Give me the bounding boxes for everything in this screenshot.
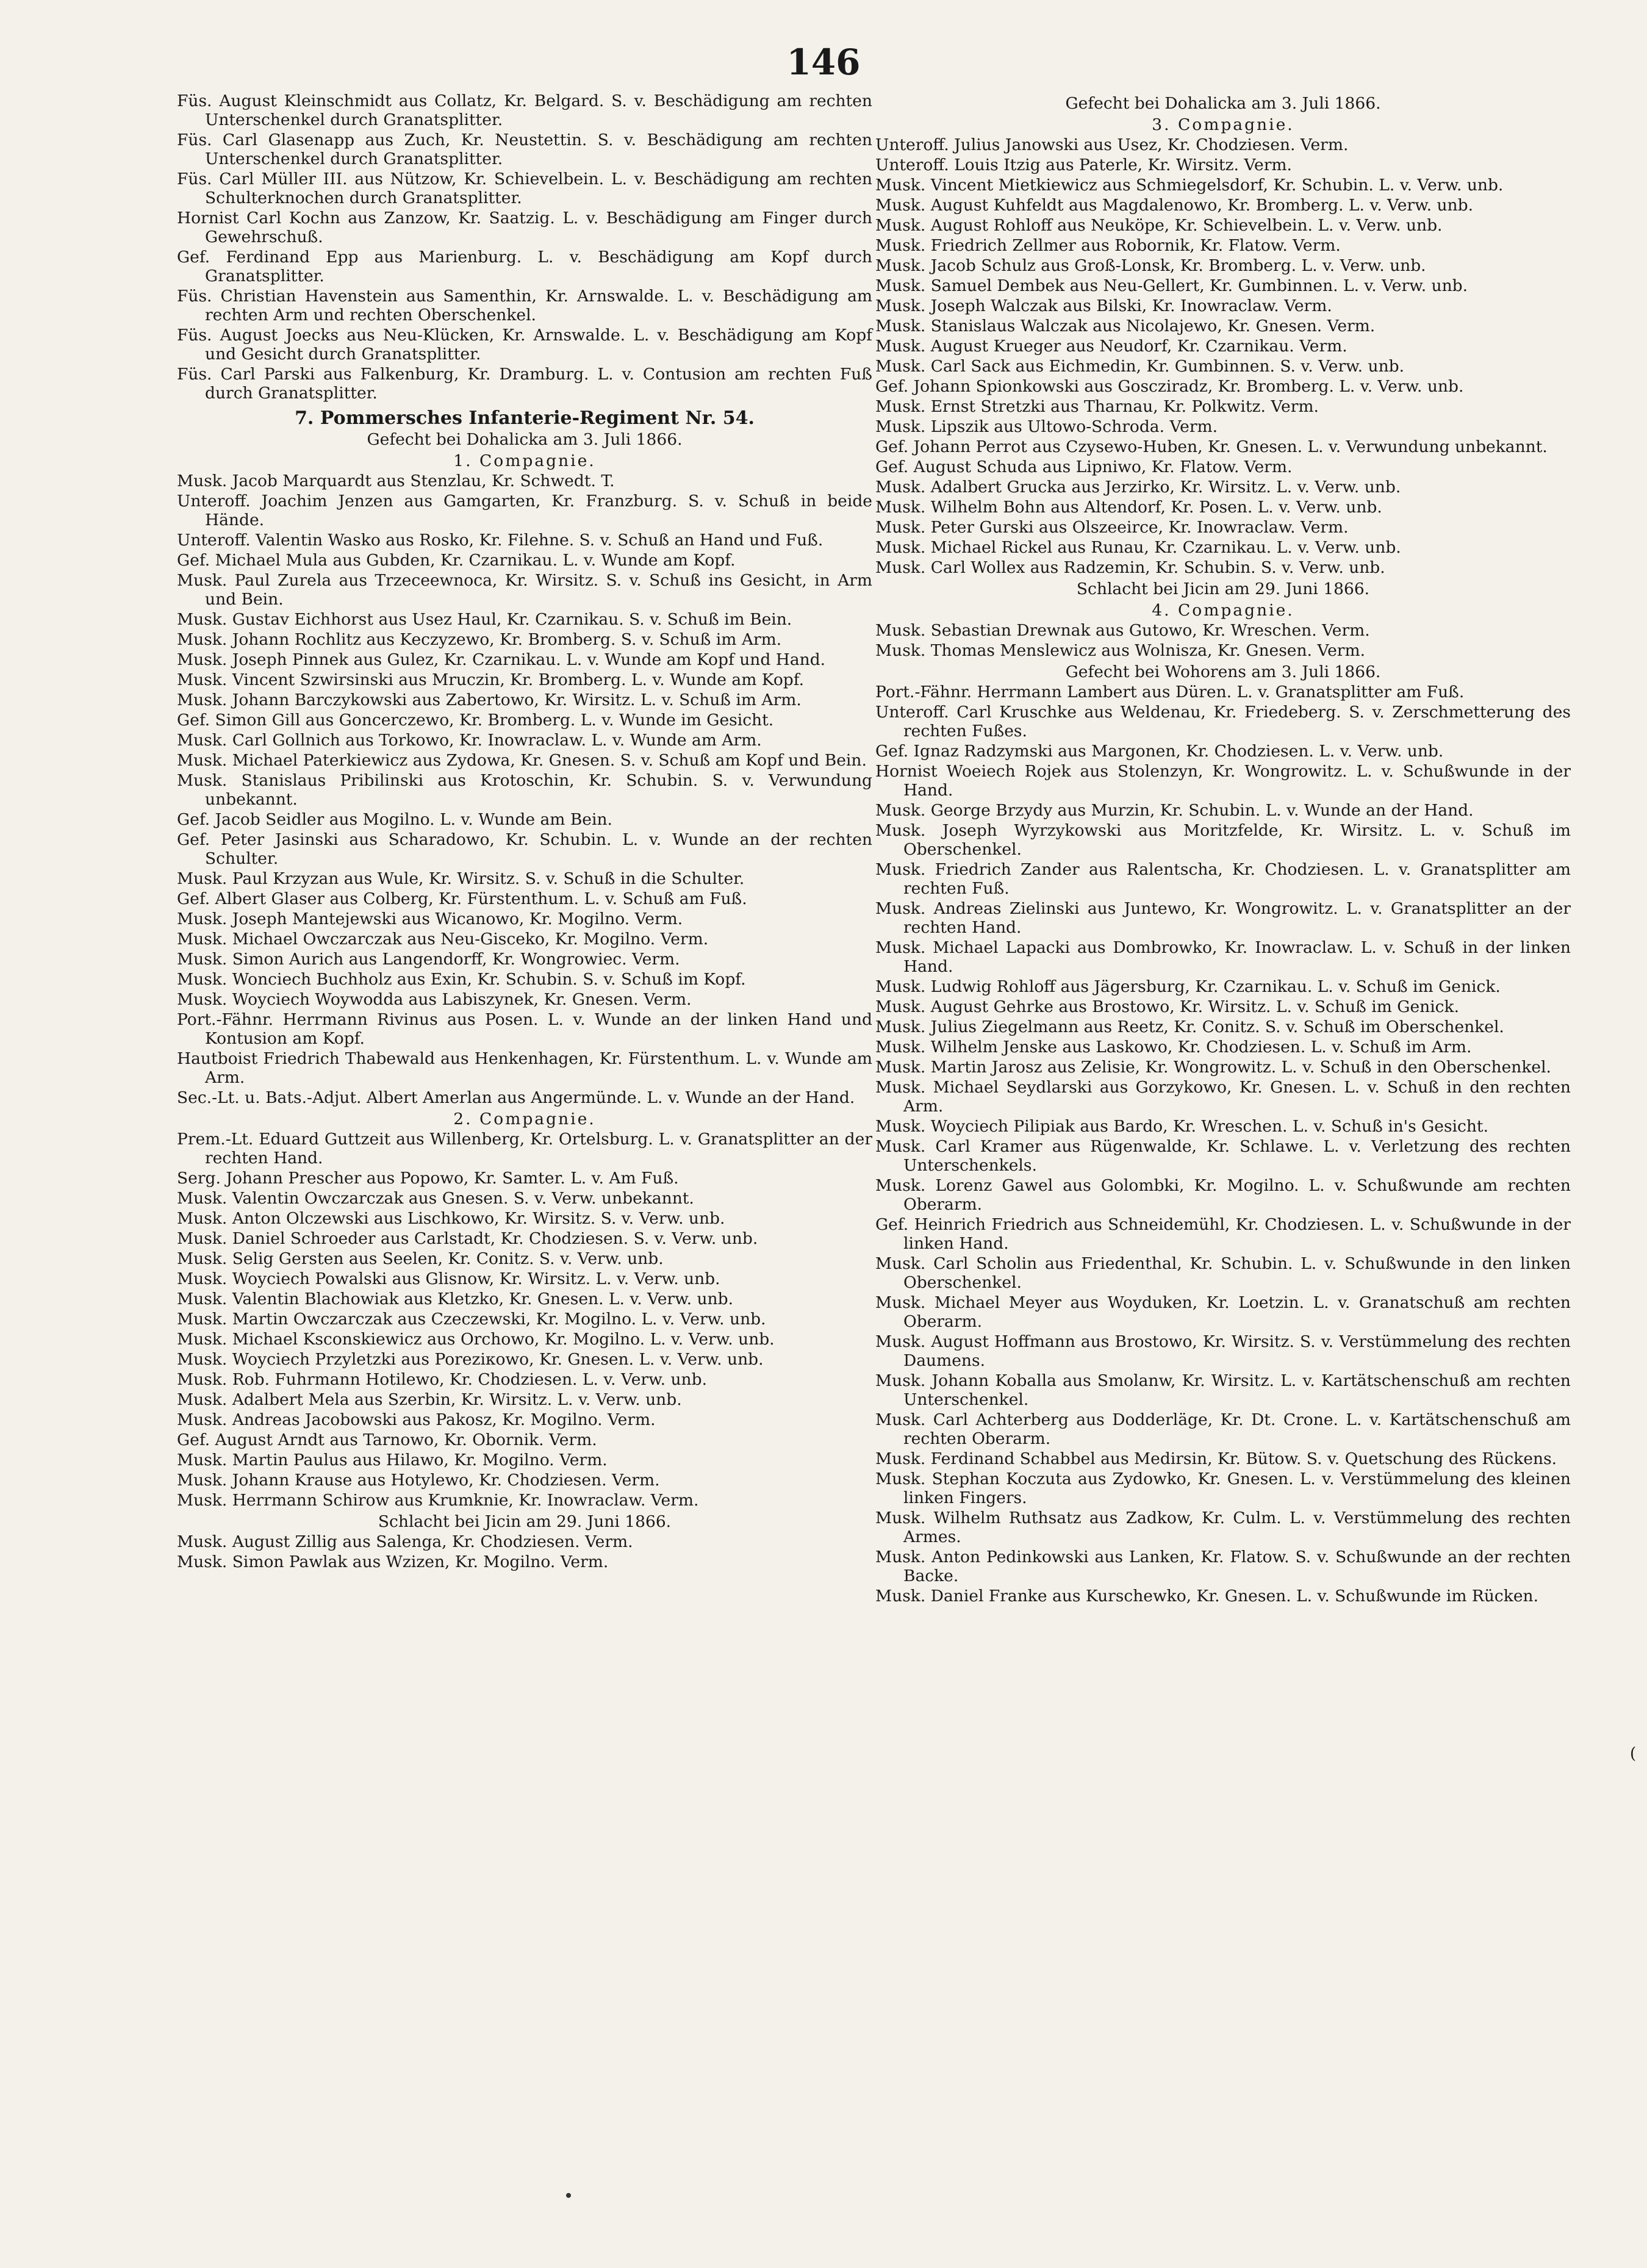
casualty-entry: Musk. Adalbert Mela aus Szerbin, Kr. Wirsitz. L. v. Verw. unb. <box>177 1390 682 1409</box>
casualty-entry: Musk. Woyciech Woywodda aus Labiszynek, Kr. Gnesen. Verm. <box>177 990 692 1009</box>
casualty-entry: Musk. Michael Ksconskiewicz aus Orchowo, Kr. Mogilno. L. v. Verw. unb. <box>177 1330 775 1349</box>
casualty-entry: Musk. Andreas Jacobowski aus Pakosz, Kr. Mogilno. Verm. <box>177 1410 656 1429</box>
casualty-entry: Gef. Michael Mula aus Gubden, Kr. Czarnikau. L. v. Wunde am Kopf. <box>177 551 736 570</box>
casualty-entry: Gef. Jacob Seidler aus Mogilno. L. v. Wunde am Bein. <box>177 810 612 829</box>
casualty-entry: Musk. Woyciech Przyletzki aus Poreziкowo, Kr. Gnesen. L. v. Verw. unb. <box>177 1350 764 1369</box>
casualty-entry: Unteroff. Valentin Wasko aus Rosko, Kr. Filehne. S. v. Schuß an Hand und Fuß. <box>177 531 824 550</box>
casualty-entry: Musk. Valentin Blachowiak aus Kletzko, Kr. Gnesen. L. v. Verw. unb. <box>177 1290 734 1308</box>
casualty-entry: Musk. Adalbert Grucka aus Jerzirko, Kr. Wirsitz. L. v. Verw. unb. <box>875 478 1401 497</box>
company-heading: 2. Compagnie. <box>453 1110 596 1129</box>
casualty-entry: Musk. Selig Gersten aus Seelen, Kr. Conitz. S. v. Verw. unb. <box>177 1249 664 1268</box>
casualty-entry: Musk. Johann Krause aus Hotylewo, Kr. Chodziesen. Verm. <box>177 1471 660 1490</box>
battle-heading: Schlacht bei Jicin am 29. Juni 1866. <box>378 1512 672 1531</box>
casualty-entry: Musk. August Krueger aus Neudorf, Kr. Czarnikau. Verm. <box>875 337 1347 356</box>
casualty-entry: Gef. August Schuda aus Lipniwo, Kr. Flatow. Verm. <box>875 458 1293 476</box>
casualty-entry: Musk. Stanislaus Walczak aus Nicolajewo, Kr. Gnesen. Verm. <box>875 317 1376 336</box>
casualty-entry: Musk. Wilhelm Bohn aus Altendorf, Kr. Posen. L. v. Verw. unb. <box>875 498 1382 517</box>
casualty-entry: Füs. Christian Havenstein aus Samenthin, Kr. Arnswalde. L. v. Beschädigung am rechten Arm und rechten Oberschenkel. <box>177 287 872 325</box>
left-column <box>177 92 872 1573</box>
casualty-entry: Gef. Johann Perrot aus Czysewo-Huben, Kr. Gnesen. L. v. Verwundung unbekannt. <box>875 437 1548 456</box>
casualty-entry: Füs. Carl Parski aus Falkenburg, Kr. Dramburg. L. v. Contusion am rechten Fuß durch Granatsplitter. <box>177 365 872 403</box>
casualty-entry: Musk. Johann Barczykowski aus Zabertowo, Kr. Wirsitz. L. v. Schuß im Arm. <box>177 691 802 709</box>
page-number: 146 <box>786 41 861 83</box>
casualty-entry: Musk. Joseph Mantejewski aus Wicanowo, Kr. Mogilno. Verm. <box>177 910 683 928</box>
casualty-entry: Füs. August Kleinschmidt aus Collatz, Kr. Belgard. S. v. Beschädigung am rechten Unterschenkel durch Granatsplitter. <box>177 92 872 129</box>
casualty-entry: Musk. Woyciech Pilipiak aus Bardo, Kr. Wreschen. L. v. Schuß in's Gesicht. <box>875 1117 1489 1136</box>
casualty-entry: Musk. Stanislaus Pribilinski aus Krotoschin, Kr. Schubin. S. v. Verwundung unbekannt. <box>177 771 872 809</box>
casualty-entry: Musk. Thomas Menslewicz aus Wolnisza, Kr. Gnesen. Verm. <box>875 641 1366 660</box>
casualty-entry: Musk. Jacob Schulz aus Groß-Lonsk, Kr. Bromberg. L. v. Verw. unb. <box>875 256 1426 275</box>
casualty-entry: Musk. Gustav Eichhorst aus Usez Haul, Kr. Czarnikau. S. v. Schuß im Bein. <box>177 610 792 629</box>
casualty-entry: Unteroff. Louis Itzig aus Paterle, Kr. Wirsitz. Verm. <box>875 156 1292 174</box>
casualty-entry: Musk. Carl Wollex aus Radzemin, Kr. Schubin. S. v. Verw. unb. <box>875 558 1385 577</box>
casualty-entry: Musk. Joseph Walczak aus Bilski, Kr. Inowraclaw. Verm. <box>875 296 1332 315</box>
casualty-entry: Musk. August Gehrke aus Brostowo, Kr. Wirsitz. L. v. Schuß im Genick. <box>875 997 1460 1016</box>
battle-heading: Schlacht bei Jicin am 29. Juni 1866. <box>1076 580 1370 598</box>
casualty-entry: Hautboist Friedrich Thabewald aus Henkenhagen, Kr. Fürstenthum. L. v. Wunde am Arm. <box>177 1049 872 1087</box>
casualty-entry: Musk. Wilhelm Ruthsatz aus Zadkow, Kr. Culm. L. v. Verstümmelung des rechten Armes. <box>875 1509 1571 1546</box>
casualty-entry: Musk. Carl Scholin aus Friedenthal, Kr. Schubin. L. v. Schußwunde in den linken Oberschenkel. <box>875 1254 1571 1292</box>
casualty-entry: Gef. Albert Glaser aus Colberg, Kr. Fürstenthum. L. v. Schuß am Fuß. <box>177 889 747 908</box>
casualty-entry: Musk. Paul Zurela aus Trzeceewnoca, Kr. Wirsitz. S. v. Schuß ins Gesicht, in Arm und Bein. <box>177 571 872 609</box>
casualty-entry: Musk. Carl Kramer aus Rügenwalde, Kr. Schlawe. L. v. Verletzung des rechten Unterschenkels. <box>875 1137 1571 1175</box>
battle-heading: Gefecht bei Dohalicka am 3. Juli 1866. <box>367 430 683 449</box>
casualty-entry: Musk. Michael Owczarczak aus Neu-Gisceko, Kr. Mogilno. Verm. <box>177 930 709 949</box>
casualty-entry: Musk. Carl Gollnich aus Torkowo, Kr. Inowraclaw. L. v. Wunde am Arm. <box>177 731 762 750</box>
casualty-entry: Musk. Wonciech Buchholz aus Exin, Kr. Schubin. S. v. Schuß im Kopf. <box>177 970 746 989</box>
casualty-entry: Musk. Vincent Szwirsinski aus Mruczin, Kr. Bromberg. L. v. Wunde am Kopf. <box>177 670 805 689</box>
company-heading: 1. Compagnie. <box>453 451 596 470</box>
casualty-entry: Musk. Michael Meyer aus Woyduken, Kr. Loetzin. L. v. Granatschuß am rechten Oberarm. <box>875 1293 1571 1331</box>
casualty-entry: Musk. Paul Krzyzan aus Wule, Kr. Wirsitz. S. v. Schuß in die Schulter. <box>177 869 745 888</box>
casualty-entry: Musk. Michael Lapacki aus Dombrowko, Kr. Inowraclaw. L. v. Schuß in der linken Hand. <box>875 938 1571 976</box>
casualty-entry: Musk. Martin Paulus aus Hilawo, Kr. Mogilno. Verm. <box>177 1451 608 1470</box>
casualty-entry: Musk. Michael Paterkiewicz aus Zydowa, Kr. Gnesen. S. v. Schuß am Kopf und Bein. <box>177 751 867 770</box>
casualty-entry: Gef. Peter Jasinski aus Scharadowo, Kr. Schubin. L. v. Wunde an der rechten Schulter. <box>177 830 872 868</box>
casualty-entry: Musk. Jacob Marquardt aus Stenzlau, Kr. Schwedt. T. <box>177 472 615 490</box>
casualty-entry: Musk. George Brzydy aus Murzin, Kr. Schubin. L. v. Wunde an der Hand. <box>875 801 1474 820</box>
battle-heading: Gefecht bei Dohalicka am 3. Juli 1866. <box>1065 94 1381 113</box>
casualty-entry: Musk. Ernst Stretzki aus Tharnau, Kr. Polkwitz. Verm. <box>875 397 1319 416</box>
casualty-entry: Füs. August Joecks aus Neu-Klücken, Kr. Arnswalde. L. v. Beschädigung am Kopf und Gesicht durch Granatsplitter. <box>177 326 872 364</box>
company-heading: 4. Compagnie. <box>1152 601 1294 620</box>
regiment-heading: 7. Pommersches Infanterie-Regiment Nr. 54. <box>295 407 755 429</box>
casualty-entry: Musk. Friedrich Zander aus Ralentscha, Kr. Chodziesen. L. v. Granatsplitter am rechten Fuß. <box>875 860 1571 898</box>
casualty-entry: Musk. Ludwig Rohloff aus Jägersburg, Kr. Czarnikau. L. v. Schuß im Genick. <box>875 977 1501 996</box>
battle-heading: Gefecht bei Wohorens am 3. Juli 1866. <box>1065 662 1381 681</box>
casualty-entry: Gef. August Arndt aus Tarnowo, Kr. Obornik. Verm. <box>177 1430 597 1449</box>
casualty-entry: Musk. Julius Ziegelmann aus Reetz, Kr. Conitz. S. v. Schuß im Oberschenkel. <box>875 1017 1504 1036</box>
casualty-entry: Musk. Rob. Fuhrmann Hotilewo, Kr. Chodziesen. L. v. Verw. unb. <box>177 1370 707 1389</box>
casualty-entry: Musk. Michael Seydlarski aus Gorzykowo, Kr. Gnesen. L. v. Schuß in den rechten Arm. <box>875 1078 1571 1116</box>
casualty-entry: Musk. Simon Aurich aus Langendorff, Kr. Wongrowiec. Verm. <box>177 950 680 969</box>
casualty-entry: Musk. Lipszik aus Ultowo-Schroda. Verm. <box>875 417 1218 436</box>
right-column <box>875 92 1571 1607</box>
casualty-entry: Musk. August Kuhfeldt aus Magdalenowo, Kr. Bromberg. L. v. Verw. unb. <box>875 196 1474 215</box>
casualty-entry: Füs. Carl Glasenapp aus Zuch, Kr. Neustettin. S. v. Beschädigung am rechten Unterschenkel durch Granatsplitter. <box>177 131 872 168</box>
casualty-entry: Unteroff. Joachim Jenzen aus Gamgarten, Kr. Franzburg. S. v. Schuß in beide Hände. <box>177 492 872 529</box>
casualty-entry: Musk. Daniel Schroeder aus Carlstadt, Kr. Chodziesen. S. v. Verw. unb. <box>177 1229 758 1248</box>
casualty-entry: Musk. Sebastian Drewnak aus Gutowo, Kr. Wreschen. Verm. <box>875 621 1370 640</box>
casualty-entry: Gef. Heinrich Friedrich aus Schneidemühl, Kr. Chodziesen. L. v. Schußwunde in der linken Hand. <box>875 1215 1571 1253</box>
casualty-entry: Füs. Carl Müller III. aus Nützow, Kr. Schievelbein. L. v. Beschädigung am rechten Schulterknochen durch Granatsplitter. <box>177 170 872 207</box>
casualty-entry: Musk. Simon Pawlak aus Wzizen, Kr. Mogilno. Verm. <box>177 1552 609 1571</box>
casualty-entry: Gef. Ferdinand Epp aus Marienburg. L. v. Beschädigung am Kopf durch Granatsplitter. <box>177 248 872 285</box>
casualty-entry: Musk. Vincent Mietkiewicz aus Schmiegelsdorf, Kr. Schubin. L. v. Verw. unb. <box>875 176 1504 195</box>
company-heading: 3. Compagnie. <box>1152 115 1294 134</box>
casualty-entry: Gef. Simon Gill aus Goncerczewo, Kr. Bromberg. L. v. Wunde im Gesicht. <box>177 711 774 730</box>
casualty-entry: Prem.-Lt. Eduard Guttzeit aus Willenberg, Kr. Ortelsburg. L. v. Granatsplitter an der rechten Hand. <box>177 1130 872 1168</box>
casualty-entry: Musk. Johann Rochlitz aus Keczyzewo, Kr. Bromberg. S. v. Schuß im Arm. <box>177 630 782 649</box>
casualty-entry: Unteroff. Carl Kruschke aus Weldenau, Kr. Friedeberg. S. v. Zerschmetterung des rechten Fußes. <box>875 703 1571 741</box>
casualty-entry: Musk. Johann Koballa aus Smolanw, Kr. Wirsitz. L. v. Kartätschenschuß am rechten Unterschenkel. <box>875 1371 1571 1409</box>
casualty-entry: Musk. August Zillig aus Salenga, Kr. Chodziesen. Verm. <box>177 1532 633 1551</box>
margin-mark: ( <box>1630 1745 1637 1763</box>
casualty-entry: Musk. Daniel Franke aus Kurschewko, Kr. Gnesen. L. v. Schußwunde im Rücken. <box>875 1587 1539 1606</box>
casualty-entry: Musk. Wilhelm Jenske aus Laskowo, Kr. Chodziesen. L. v. Schuß im Arm. <box>875 1038 1472 1057</box>
footer-dot <box>566 2193 571 2198</box>
casualty-entry: Musk. Carl Sack aus Eichmedin, Kr. Gumbinnen. S. v. Verw. unb. <box>875 357 1405 376</box>
casualty-entry: Musk. August Hoffmann aus Brostowo, Kr. Wirsitz. S. v. Verstümmelung des rechten Daumens. <box>875 1332 1571 1370</box>
casualty-entry: Port.-Fähnr. Herrmann Rivinus aus Posen. L. v. Wunde an der linken Hand und Kontusion am Kopf. <box>177 1010 872 1048</box>
casualty-entry: Musk. Carl Achterberg aus Dodderläge, Kr. Dt. Crone. L. v. Kartätschenschuß am rechten Oberarm. <box>875 1410 1571 1448</box>
casualty-entry: Musk. Ferdinand Schabbel aus Medirsin, Kr. Bütow. S. v. Quetschung des Rückens. <box>875 1449 1557 1468</box>
casualty-entry: Musk. Stephan Koczuta aus Zydowko, Kr. Gnesen. L. v. Verstümmelung des kleinen linken Fingers. <box>875 1470 1571 1507</box>
casualty-entry: Musk. Martin Jarosz aus Zelisie, Kr. Wongrowitz. L. v. Schuß in den Oberschenkel. <box>875 1058 1551 1077</box>
casualty-entry: Musk. Joseph Pinnek aus Gulez, Kr. Czarnikau. L. v. Wunde am Kopf und Hand. <box>177 650 826 669</box>
casualty-entry: Musk. Anton Pedinkowski aus Lanken, Kr. Flatow. S. v. Schußwunde an der rechten Backe. <box>875 1548 1571 1585</box>
casualty-entry: Gef. Ignaz Radzymski aus Margonen, Kr. Chodziesen. L. v. Verw. unb. <box>875 742 1444 761</box>
casualty-entry: Musk. Andreas Zielinski aus Juntewo, Kr. Wongrowitz. L. v. Granatsplitter an der rechten Hand. <box>875 899 1571 937</box>
casualty-entry: Musk. Friedrich Zellmer aus Robornik, Kr. Flatow. Verm. <box>875 236 1341 255</box>
casualty-entry: Musk. Martin Owczarczak aus Czeczewski, Kr. Mogilno. L. v. Verw. unb. <box>177 1310 766 1329</box>
casualty-entry: Musk. Peter Gurski aus Olszeeirce, Kr. Inowraclaw. Verm. <box>875 518 1349 537</box>
casualty-entry: Musk. Herrmann Schirow aus Krumknie, Kr. Inowraclaw. Verm. <box>177 1491 699 1510</box>
casualty-entry: Musk. Joseph Wyrzykowski aus Moritzfelde, Kr. Wirsitz. L. v. Schuß im Oberschenkel. <box>875 821 1571 859</box>
casualty-entry: Musk. August Rohloff aus Neuköpe, Kr. Schievelbein. L. v. Verw. unb. <box>875 216 1443 235</box>
casualty-entry: Musk. Anton Olczewski aus Lischkowo, Kr. Wirsitz. S. v. Verw. unb. <box>177 1209 725 1228</box>
casualty-entry: Unteroff. Julius Janowski aus Usez, Kr. Chodziesen. Verm. <box>875 135 1349 154</box>
casualty-entry: Hornist Carl Kochn aus Zanzow, Kr. Saatzig. L. v. Beschädigung am Finger durch Gewehrschuß. <box>177 209 872 246</box>
casualty-entry: Hornist Woeiech Rojek aus Stolenzyn, Kr. Wongrowitz. L. v. Schußwunde in der Hand. <box>875 762 1571 800</box>
casualty-entry: Port.-Fähnr. Herrmann Lambert aus Düren. L. v. Granatsplitter am Fuß. <box>875 683 1465 702</box>
casualty-entry: Musk. Valentin Owczarczak aus Gnesen. S. v. Verw. unbekannt. <box>177 1189 694 1208</box>
casualty-entry: Gef. Johann Spionkowski aus Goscziradz, Kr. Bromberg. L. v. Verw. unb. <box>875 377 1464 396</box>
casualty-entry: Serg. Johann Prescher aus Popowo, Kr. Samter. L. v. Am Fuß. <box>177 1169 679 1188</box>
casualty-entry: Musk. Samuel Dembek aus Neu-Gellert, Kr. Gumbinnen. L. v. Verw. unb. <box>875 276 1468 295</box>
casualty-entry: Musk. Lorenz Gawel aus Golombki, Kr. Mogilno. L. v. Schußwunde am rechten Oberarm. <box>875 1176 1571 1214</box>
casualty-entry: Musk. Woyciech Powalski aus Glisnow, Kr. Wirsitz. L. v. Verw. unb. <box>177 1269 720 1288</box>
casualty-entry: Musk. Michael Rickel aus Runau, Kr. Czarnikau. L. v. Verw. unb. <box>875 538 1401 557</box>
casualty-entry: Sec.-Lt. u. Bats.-Adjut. Albert Amerlan aus Angermünde. L. v. Wunde an der Hand. <box>177 1088 855 1107</box>
